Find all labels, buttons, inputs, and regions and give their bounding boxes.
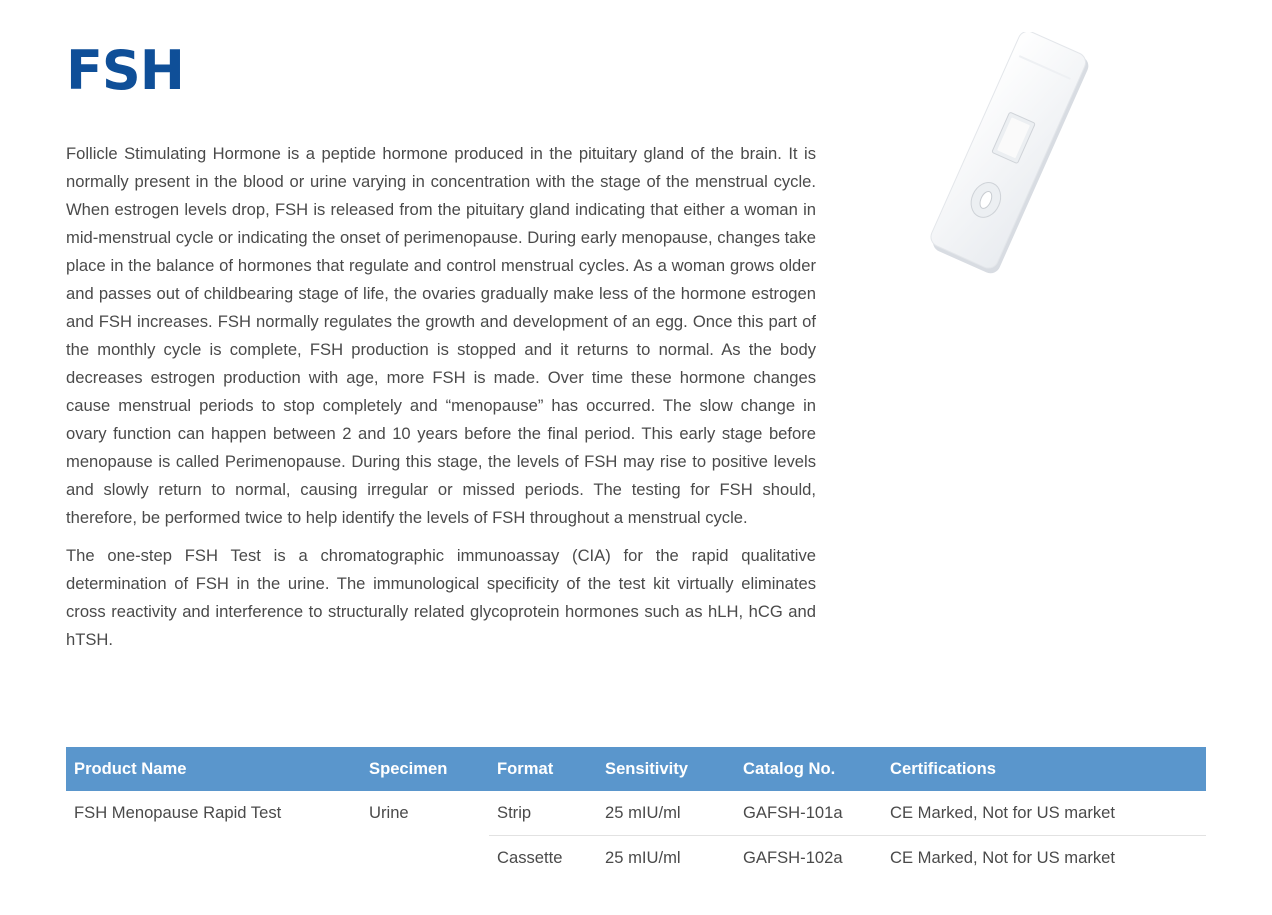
cell-sensitivity: 25 mIU/ml — [605, 848, 681, 867]
test-cassette-image — [905, 32, 1105, 282]
product-table — [66, 747, 1206, 880]
cell-specimen: Urine — [369, 803, 409, 822]
page-title: FSH — [66, 39, 184, 102]
cell-sensitivity: 25 mIU/ml — [597, 791, 735, 836]
cell-product-name: FSH Menopause Rapid Test — [74, 803, 282, 822]
table-header-row — [66, 747, 1206, 791]
cell-format: Cassette — [497, 848, 563, 867]
cell-catalog: GAFSH-102a — [743, 848, 843, 867]
description-paragraph: The one-step FSH Test is a chromatographic immunoassay (CIA) for the rapid qualitative determination of FSH in the urine. The immunological specificity of the test kit virtually eliminates cross reactivity and interference to structurally related glycoprotein hormones such as hLH, hCG and hTSH. — [66, 546, 816, 649]
header-certifications: Certifications — [882, 747, 1206, 791]
cell-certification: CE Marked, Not for US market — [882, 791, 1206, 836]
header-sensitivity: Sensitivity — [597, 747, 735, 791]
cell-catalog: GAFSH-101a — [735, 791, 882, 836]
cell-format: Strip — [489, 791, 597, 836]
header-specimen: Specimen — [361, 747, 489, 791]
description-paragraph: Follicle Stimulating Hormone is a peptide hormone produced in the pituitary gland of the brain. It is normally present in the blood or urine varying in concentration with the stage of the menstrual cycle. When estrogen levels drop, FSH is released from the pituitary gland indicating that either a woman in mid-menstrual cycle or indicating the onset of perimenopause. During early menopause, changes take place in the balance of hormones that regulate and control menstrual cycles. As a woman grows older and passes out of childbearing stage of life, the ovaries gradually make less of the hormone estrogen and FSH increases. FSH normally regulates the growth and development of an egg. Once this part of the monthly cycle is complete, FSH production is stopped and it returns to normal. As the body decreases estrogen production with age, more FSH is made. Over time these hormone changes cause menstrual periods to stop completely and “menopause” has occurred. The slow change in ovary function can happen between 2 and 10 years before the final period. This early stage before menopause is called Perimenopause. During this stage, the levels of FSH may rise to positive levels and slowly return to normal, causing irregular or missed periods. The testing for FSH should, therefore, be performed twice to help identify the levels of FSH throughout a menstrual cycle. — [66, 144, 816, 527]
cell-certification: CE Marked, Not for US market — [890, 848, 1115, 867]
description — [66, 140, 816, 664]
header-format: Format — [489, 747, 597, 791]
header-product-name: Product Name — [66, 747, 361, 791]
table-row — [66, 791, 1206, 836]
header-catalog: Catalog No. — [735, 747, 882, 791]
